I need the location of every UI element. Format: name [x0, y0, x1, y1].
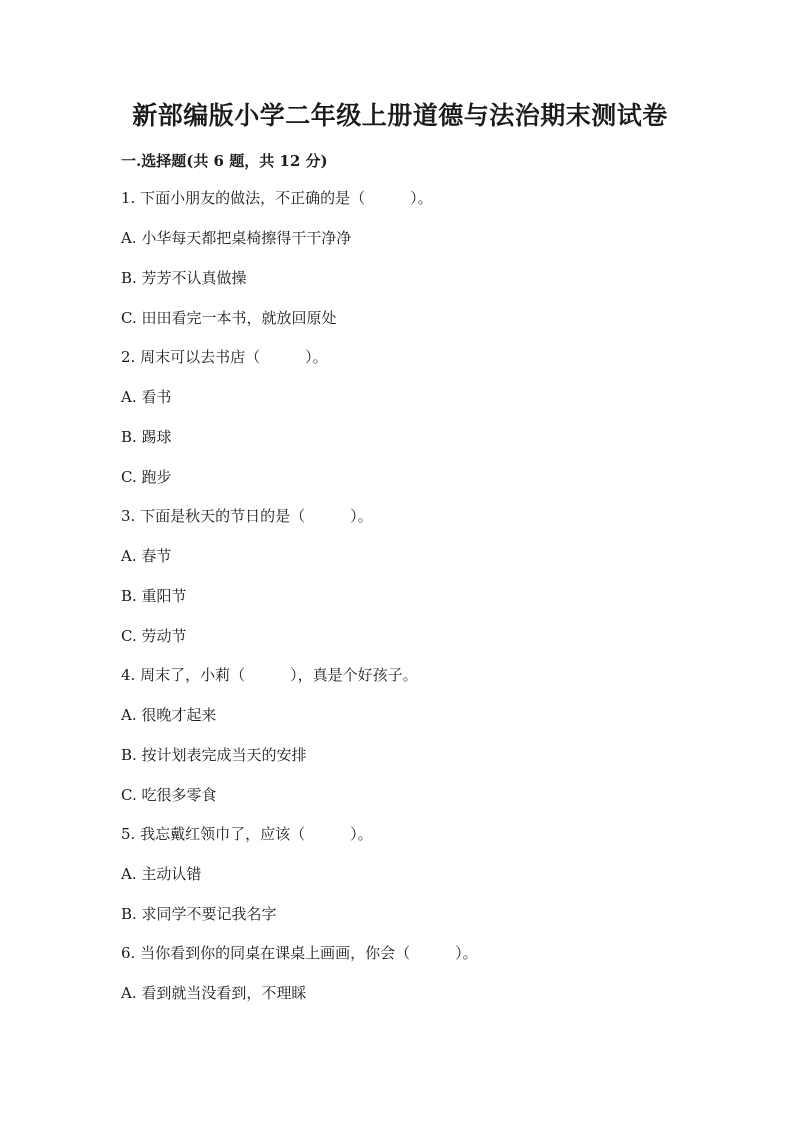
question-1-stem: 1. 下面小朋友的做法，不正确的是（ ）。: [121, 189, 433, 207]
question-2-option-b: B. 踢球: [121, 428, 172, 446]
question-4-option-b: B. 按计划表完成当天的安排: [121, 746, 307, 764]
question-2-stem: 2. 周末可以去书店（ ）。: [121, 348, 328, 366]
question-1-option-c: C. 田田看完一本书，就放回原处: [121, 309, 337, 327]
question-5-option-a: A. 主动认错: [121, 865, 202, 883]
question-6-stem: 6. 当你看到你的同桌在课桌上画画，你会（ ）。: [121, 944, 478, 962]
question-3-stem: 3. 下面是秋天的节日的是（ ）。: [121, 507, 373, 525]
page-title: 新部编版小学二年级上册道德与法治期末测试卷: [132, 101, 668, 130]
question-3-option-b: B. 重阳节: [121, 587, 187, 605]
question-6-option-a: A. 看到就当没看到，不理睬: [121, 984, 307, 1002]
question-4-option-c: C. 吃很多零食: [121, 786, 217, 804]
question-5-stem: 5. 我忘戴红领巾了，应该（ ）。: [121, 825, 373, 843]
question-4-option-a: A. 很晚才起来: [121, 706, 217, 724]
question-2-option-c: C. 跑步: [121, 468, 172, 486]
question-5-option-b: B. 求同学不要记我名字: [121, 905, 277, 923]
question-1-option-a: A. 小华每天都把桌椅擦得干干净净: [121, 229, 352, 247]
section-heading: 一.选择题(共 6 题，共 12 分): [121, 152, 328, 170]
question-3-option-a: A. 春节: [121, 547, 172, 565]
question-3-option-c: C. 劳动节: [121, 627, 187, 645]
question-1-option-b: B. 芳芳不认真做操: [121, 269, 247, 287]
question-4-stem: 4. 周末了，小莉（ ），真是个好孩子。: [121, 666, 418, 684]
question-2-option-a: A. 看书: [121, 388, 172, 406]
